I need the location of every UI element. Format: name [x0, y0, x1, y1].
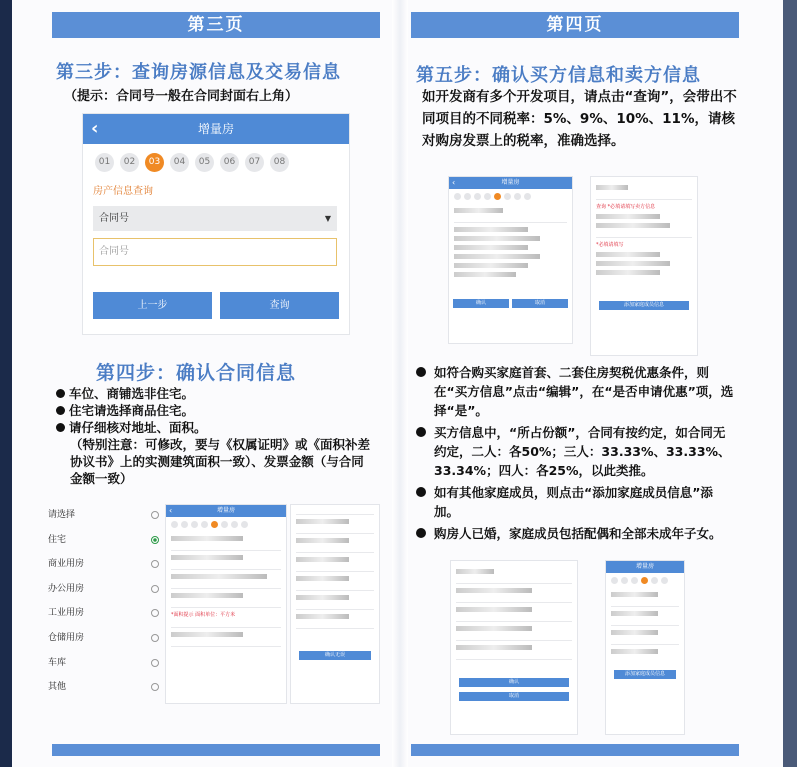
form-row	[456, 659, 572, 660]
option-row[interactable]	[48, 552, 168, 577]
bullet-item: 车位、商铺选非住宅。	[56, 385, 374, 402]
area-hint-red	[171, 611, 281, 618]
option-row[interactable]	[48, 675, 168, 700]
blurred-text	[296, 595, 349, 600]
blurred-text	[456, 645, 532, 650]
mini-header	[606, 561, 684, 573]
mini-header	[166, 505, 286, 517]
blurred-text	[171, 593, 243, 598]
blurred-text	[171, 536, 243, 541]
mini-cancel-button[interactable]: 取消	[459, 692, 569, 701]
buyer-seller-screenshot	[448, 176, 573, 344]
back-arrow-icon: ‹	[169, 506, 173, 515]
form-row	[296, 514, 374, 515]
form-row	[596, 199, 692, 200]
blurred-text	[596, 214, 660, 219]
radio-icon[interactable]	[151, 609, 159, 617]
option-label: 其他	[48, 682, 67, 693]
blurred-text	[454, 272, 516, 277]
step-indicator	[83, 144, 349, 172]
step3-hint: （提示：合同号一般在合同封面右上角）	[64, 89, 299, 104]
step5-bullets	[416, 363, 734, 546]
option-row[interactable]	[48, 651, 168, 676]
blurred-text	[296, 614, 349, 619]
add-family-member-button[interactable]: 添加家庭成员信息	[599, 301, 689, 310]
form-row	[171, 569, 281, 570]
buyer-info-screenshot	[450, 560, 578, 735]
radio-checked-icon[interactable]	[151, 536, 159, 544]
blurred-text	[296, 519, 349, 524]
step4-bullets	[56, 385, 374, 487]
section-label: 房产信息查询	[93, 186, 153, 197]
page-three-header: 第三页	[52, 12, 380, 38]
red-hint: 面积单位：平方米	[195, 612, 236, 618]
bullet-note: （特别注意：可修改，要与《权属证明》或《面积补差协议书》上的实测建筑面积一致）、发票金额（与合同金额一致）	[70, 437, 371, 486]
radio-icon[interactable]	[151, 683, 159, 691]
query-button[interactable]: 查询	[220, 292, 339, 319]
blurred-text	[596, 185, 628, 190]
blurred-text	[611, 630, 658, 635]
bullet-item: 住宅请选择商品住宅。	[56, 402, 374, 419]
form-row	[171, 607, 281, 608]
mini-confirm-button[interactable]: 确认	[453, 299, 509, 308]
blurred-text	[456, 607, 532, 612]
form-row	[456, 640, 572, 641]
blurred-text	[454, 208, 503, 213]
option-row[interactable]	[48, 626, 168, 651]
mini-cancel-button[interactable]: 取消	[512, 299, 568, 308]
option-label: 住宅	[48, 534, 67, 545]
select-value: 合同号	[99, 213, 129, 224]
form-row	[454, 222, 567, 223]
blurred-text	[454, 263, 528, 268]
form-row	[171, 550, 281, 551]
option-label: 请选择	[48, 510, 76, 520]
phone-screenshot-query	[82, 113, 350, 335]
option-label: 仓储用房	[48, 632, 85, 643]
bullet-item: 如有其他家庭成员，则点击“添加家庭成员信息”添加。	[416, 483, 734, 521]
page-four-footer	[411, 744, 739, 756]
house-type-options	[48, 503, 168, 700]
option-label: 商业用房	[48, 559, 85, 570]
bullet-item: 如符合购买家庭首套、二套住房契税优惠条件，则在“买方信息”点击“编辑”，在“是否申请优惠”项，选择“是”。	[416, 363, 734, 420]
form-row	[456, 621, 572, 622]
red-hint: *面积提示	[171, 612, 194, 618]
mini-header	[449, 177, 572, 189]
radio-icon[interactable]	[151, 585, 159, 593]
page-three-footer	[52, 744, 380, 756]
option-label: 办公用房	[48, 583, 85, 594]
mini-step-dots	[606, 573, 684, 588]
step-dot: 02	[120, 153, 139, 172]
mini-title: 增量房	[501, 179, 520, 186]
option-row[interactable]	[48, 503, 168, 528]
form-row	[456, 583, 572, 584]
step5-title: 第五步：确认买方信息和卖方信息	[416, 65, 701, 86]
form-row	[296, 628, 374, 629]
form-row	[296, 552, 374, 553]
app-title: 增量房	[197, 122, 234, 136]
contract-form-screenshot-2	[290, 504, 380, 704]
confirm-button[interactable]: 确认无误	[299, 651, 371, 660]
blurred-text	[611, 592, 658, 597]
blurred-text	[456, 569, 494, 574]
radio-icon[interactable]	[151, 560, 159, 568]
form-row	[611, 644, 679, 645]
blurred-text	[596, 270, 660, 275]
radio-icon[interactable]	[151, 659, 159, 667]
step-dot: 06	[220, 153, 239, 172]
option-row[interactable]	[48, 528, 168, 553]
page-gutter	[392, 0, 408, 767]
blurred-text	[454, 227, 528, 232]
app-header	[83, 114, 349, 144]
form-row	[171, 588, 281, 589]
blurred-text	[296, 557, 349, 562]
step-dot: 08	[270, 153, 289, 172]
blurred-text	[171, 574, 267, 579]
step5-text: 如开发商有多个开发项目，请点击“查询”，会带出不同项目的不同税率：5%、9%、10%、11%，请核对购房发票上的税率，准确选择。	[422, 89, 737, 149]
contract-number-input[interactable]: 合同号	[93, 238, 337, 266]
mini-step-dots	[449, 189, 572, 204]
blurred-text	[296, 576, 349, 581]
blurred-text	[296, 538, 349, 543]
family-info-screenshot	[605, 560, 685, 735]
blurred-text	[171, 632, 243, 637]
step4-title: 第四步：确认合同信息	[96, 362, 297, 384]
blurred-text	[456, 626, 532, 631]
blurred-text	[454, 254, 540, 259]
form-row	[596, 237, 692, 238]
step-dot-active: 03	[145, 153, 164, 172]
page-four-header: 第四页	[411, 12, 739, 38]
step-dot: 05	[195, 153, 214, 172]
option-label: 车库	[48, 657, 67, 668]
bullet-item: 购房人已婚，家庭成员包括配偶和全部未成年子女。	[416, 524, 734, 543]
form-row	[296, 571, 374, 572]
add-family-member-button[interactable]: 添加家庭成员信息	[614, 670, 676, 679]
form-row	[171, 627, 281, 628]
option-row[interactable]	[48, 577, 168, 602]
blurred-text	[171, 555, 243, 560]
bullet-item: 请仔细核对地址、面积。	[56, 419, 374, 436]
seller-red-hint	[596, 203, 692, 210]
radio-icon[interactable]	[151, 511, 159, 519]
mini-confirm-button[interactable]: 确认	[459, 678, 569, 687]
mini-step-dots	[166, 517, 286, 532]
form-row	[296, 609, 374, 610]
form-row	[456, 602, 572, 603]
step-dot: 04	[170, 153, 189, 172]
back-arrow-icon: ‹	[452, 178, 456, 187]
form-row	[611, 625, 679, 626]
blurred-text	[596, 261, 670, 266]
form-row	[296, 533, 374, 534]
blurred-text	[611, 611, 658, 616]
option-row[interactable]	[48, 601, 168, 626]
form-row	[171, 646, 281, 647]
bullet-item: 买方信息中，“所占份额”，合同有按约定，如合同无约定，二人：各50%；三人：33.33%、33.33%、33.34%；四人：各25%，以此类推。	[416, 423, 734, 480]
step3-title: 第三步：查询房源信息及交易信息	[56, 62, 341, 83]
radio-icon[interactable]	[151, 634, 159, 642]
mini-title: 增量房	[635, 563, 654, 570]
dropdown-arrow-icon: ▼	[324, 214, 331, 223]
query-type-select[interactable]	[93, 206, 337, 231]
form-row	[296, 590, 374, 591]
step-dot: 01	[95, 153, 114, 172]
blurred-text	[596, 252, 660, 257]
seller-info-screenshot	[590, 176, 698, 356]
blurred-text	[596, 223, 670, 228]
form-row	[611, 606, 679, 607]
blurred-text	[611, 649, 658, 654]
option-label: 工业用房	[48, 608, 85, 619]
contract-form-screenshot	[165, 504, 287, 704]
blurred-text	[456, 588, 532, 593]
mini-title: 增量房	[216, 507, 235, 514]
red-hint: *必填请填写	[596, 242, 624, 248]
prev-step-button[interactable]: 上一步	[93, 292, 212, 319]
step-dot: 07	[245, 153, 264, 172]
blurred-text	[454, 245, 528, 250]
red-hint: *必填请填写卖方信息	[607, 204, 656, 210]
back-arrow-icon[interactable]: ‹	[91, 118, 99, 139]
query-label: 查询	[596, 204, 607, 210]
blurred-text	[454, 236, 540, 241]
